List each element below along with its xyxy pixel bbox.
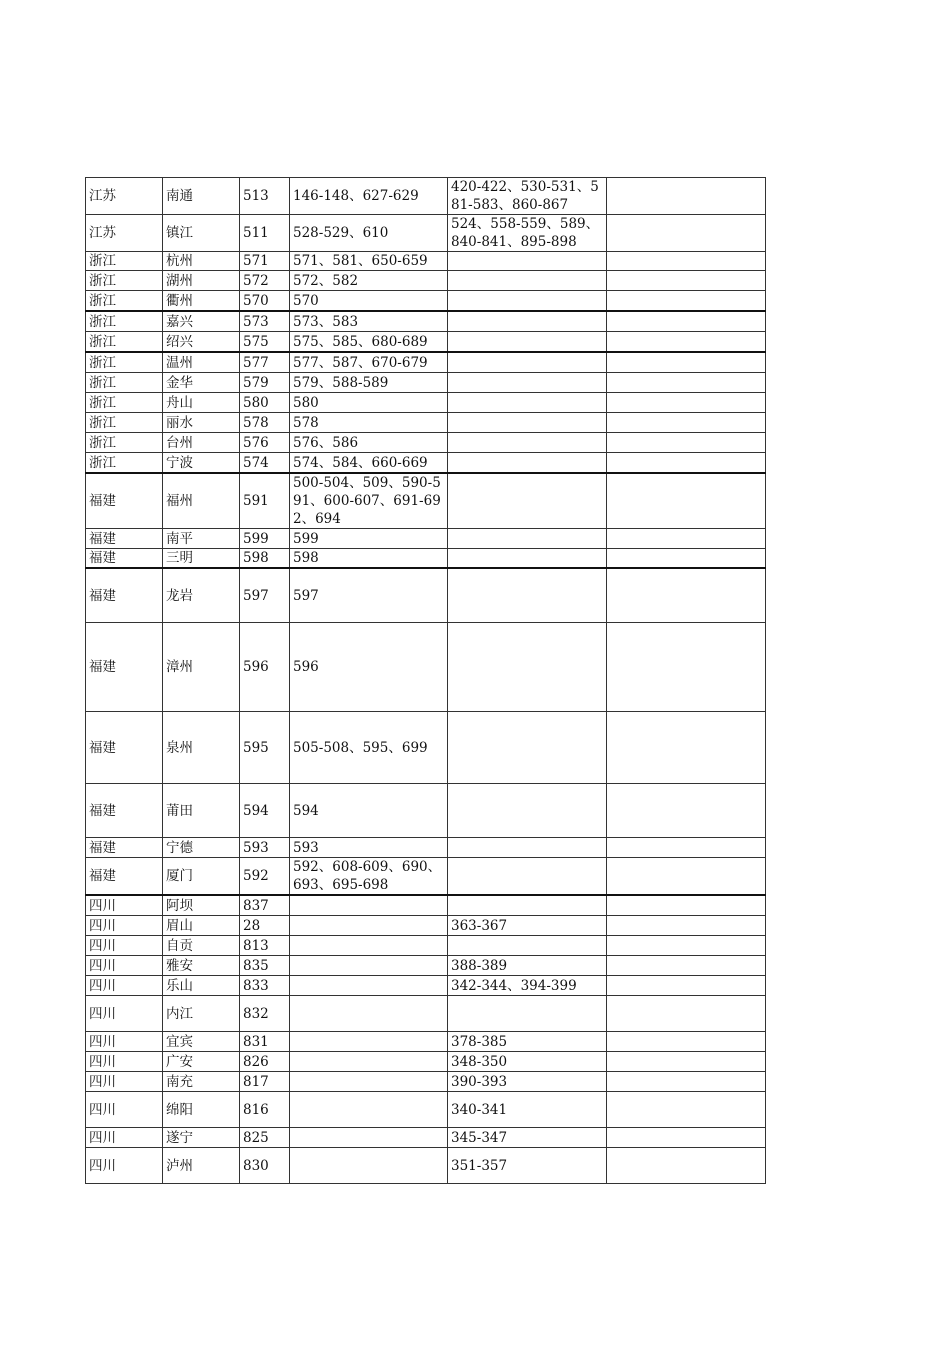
blank-cell — [607, 433, 766, 453]
prefix-range-cell — [290, 956, 448, 976]
blank-cell — [607, 623, 766, 712]
area-code-cell: 591 — [240, 473, 290, 529]
extra-range-cell: 524、558-559、589、840-841、895-898 — [448, 215, 607, 252]
area-code-cell: 513 — [240, 178, 290, 215]
province-cell: 浙江 — [86, 252, 163, 271]
area-code-cell: 511 — [240, 215, 290, 252]
prefix-range-cell: 597 — [290, 568, 448, 623]
prefix-range-cell: 580 — [290, 393, 448, 413]
table-row — [86, 1128, 766, 1148]
extra-range-cell — [448, 453, 607, 474]
province-cell: 四川 — [86, 1072, 163, 1092]
blank-cell — [607, 453, 766, 474]
city-cell: 宁德 — [163, 838, 240, 858]
table-row — [86, 838, 766, 858]
province-cell: 四川 — [86, 1148, 163, 1184]
city-cell: 三明 — [163, 549, 240, 569]
province-cell: 福建 — [86, 568, 163, 623]
area-code-cell: 592 — [240, 858, 290, 896]
blank-cell — [607, 178, 766, 215]
extra-range-cell — [448, 373, 607, 393]
extra-range-cell — [448, 433, 607, 453]
province-cell: 福建 — [86, 549, 163, 569]
city-cell: 厦门 — [163, 858, 240, 896]
city-cell: 镇江 — [163, 215, 240, 252]
prefix-range-cell: 574、584、660-669 — [290, 453, 448, 474]
city-cell: 泉州 — [163, 712, 240, 784]
table-row — [86, 858, 766, 896]
province-cell: 浙江 — [86, 373, 163, 393]
area-code-cell: 580 — [240, 393, 290, 413]
extra-range-cell — [448, 838, 607, 858]
table-row — [86, 393, 766, 413]
table-row — [86, 332, 766, 353]
province-cell: 福建 — [86, 623, 163, 712]
city-cell: 乐山 — [163, 976, 240, 996]
prefix-range-cell — [290, 895, 448, 916]
extra-range-cell: 388-389 — [448, 956, 607, 976]
area-code-cell: 813 — [240, 936, 290, 956]
blank-cell — [607, 858, 766, 896]
city-cell: 衢州 — [163, 291, 240, 312]
blank-cell — [607, 549, 766, 569]
table-row — [86, 311, 766, 332]
table-row — [86, 453, 766, 474]
prefix-range-cell — [290, 1148, 448, 1184]
blank-cell — [607, 568, 766, 623]
prefix-range-cell: 572、582 — [290, 271, 448, 291]
province-cell: 福建 — [86, 858, 163, 896]
province-cell: 四川 — [86, 976, 163, 996]
blank-cell — [607, 252, 766, 271]
blank-cell — [607, 529, 766, 549]
area-code-cell: 571 — [240, 252, 290, 271]
province-cell: 福建 — [86, 838, 163, 858]
area-code-cell: 816 — [240, 1092, 290, 1128]
table-row — [86, 433, 766, 453]
extra-range-cell — [448, 413, 607, 433]
extra-range-cell — [448, 549, 607, 569]
province-cell: 浙江 — [86, 433, 163, 453]
prefix-range-cell: 505-508、595、699 — [290, 712, 448, 784]
city-cell: 遂宁 — [163, 1128, 240, 1148]
prefix-range-cell: 573、583 — [290, 311, 448, 332]
prefix-range-cell: 593 — [290, 838, 448, 858]
extra-range-cell: 340-341 — [448, 1092, 607, 1128]
extra-range-cell — [448, 332, 607, 353]
prefix-range-cell: 500-504、509、590-591、600-607、691-692、694 — [290, 473, 448, 529]
extra-range-cell — [448, 291, 607, 312]
area-code-cell: 570 — [240, 291, 290, 312]
blank-cell — [607, 393, 766, 413]
blank-cell — [607, 838, 766, 858]
area-code-cell: 817 — [240, 1072, 290, 1092]
prefix-range-cell — [290, 1052, 448, 1072]
extra-range-cell — [448, 623, 607, 712]
area-code-cell: 578 — [240, 413, 290, 433]
extra-range-cell — [448, 996, 607, 1032]
area-code-cell: 573 — [240, 311, 290, 332]
area-code-cell: 594 — [240, 784, 290, 838]
extra-range-cell: 363-367 — [448, 916, 607, 936]
area-code-cell: 576 — [240, 433, 290, 453]
blank-cell — [607, 1032, 766, 1052]
area-code-cell: 595 — [240, 712, 290, 784]
extra-range-cell — [448, 473, 607, 529]
extra-range-cell — [448, 252, 607, 271]
extra-range-cell — [448, 784, 607, 838]
area-code-cell: 572 — [240, 271, 290, 291]
city-cell: 龙岩 — [163, 568, 240, 623]
area-code-cell: 831 — [240, 1032, 290, 1052]
table-body — [86, 178, 766, 1184]
province-cell: 福建 — [86, 473, 163, 529]
area-code-cell: 598 — [240, 549, 290, 569]
table-row — [86, 291, 766, 312]
blank-cell — [607, 916, 766, 936]
table-row — [86, 473, 766, 529]
table-row — [86, 996, 766, 1032]
extra-range-cell: 390-393 — [448, 1072, 607, 1092]
table-row — [86, 895, 766, 916]
area-code-cell: 596 — [240, 623, 290, 712]
province-cell: 四川 — [86, 1092, 163, 1128]
table-row — [86, 1148, 766, 1184]
city-cell: 广安 — [163, 1052, 240, 1072]
extra-range-cell — [448, 712, 607, 784]
extra-range-cell — [448, 568, 607, 623]
province-cell: 浙江 — [86, 332, 163, 353]
extra-range-cell — [448, 393, 607, 413]
blank-cell — [607, 215, 766, 252]
province-cell: 四川 — [86, 956, 163, 976]
prefix-range-cell: 596 — [290, 623, 448, 712]
table-row — [86, 352, 766, 373]
city-cell: 南充 — [163, 1072, 240, 1092]
table-row — [86, 712, 766, 784]
province-cell: 江苏 — [86, 178, 163, 215]
province-cell: 四川 — [86, 1128, 163, 1148]
city-cell: 宜宾 — [163, 1032, 240, 1052]
blank-cell — [607, 373, 766, 393]
city-cell: 金华 — [163, 373, 240, 393]
city-cell: 丽水 — [163, 413, 240, 433]
province-cell: 江苏 — [86, 215, 163, 252]
table-row — [86, 623, 766, 712]
extra-range-cell — [448, 271, 607, 291]
prefix-range-cell: 575、585、680-689 — [290, 332, 448, 353]
area-code-table — [85, 177, 766, 1184]
province-cell: 四川 — [86, 1032, 163, 1052]
table-row — [86, 1032, 766, 1052]
province-cell: 四川 — [86, 916, 163, 936]
city-cell: 宁波 — [163, 453, 240, 474]
extra-range-cell — [448, 858, 607, 896]
city-cell: 南通 — [163, 178, 240, 215]
blank-cell — [607, 473, 766, 529]
extra-range-cell: 351-357 — [448, 1148, 607, 1184]
table-row — [86, 568, 766, 623]
prefix-range-cell — [290, 1032, 448, 1052]
blank-cell — [607, 976, 766, 996]
province-cell: 浙江 — [86, 413, 163, 433]
prefix-range-cell: 528-529、610 — [290, 215, 448, 252]
prefix-range-cell: 578 — [290, 413, 448, 433]
blank-cell — [607, 271, 766, 291]
table-row — [86, 413, 766, 433]
extra-range-cell: 348-350 — [448, 1052, 607, 1072]
table-row — [86, 936, 766, 956]
city-cell: 泸州 — [163, 1148, 240, 1184]
province-cell: 四川 — [86, 1052, 163, 1072]
extra-range-cell: 378-385 — [448, 1032, 607, 1052]
province-cell: 浙江 — [86, 311, 163, 332]
prefix-range-cell: 570 — [290, 291, 448, 312]
table-row — [86, 549, 766, 569]
table-row — [86, 1052, 766, 1072]
table-row — [86, 976, 766, 996]
city-cell: 雅安 — [163, 956, 240, 976]
blank-cell — [607, 712, 766, 784]
province-cell: 四川 — [86, 936, 163, 956]
table-row — [86, 1092, 766, 1128]
city-cell: 内江 — [163, 996, 240, 1032]
prefix-range-cell: 592、608-609、690、693、695-698 — [290, 858, 448, 896]
city-cell: 福州 — [163, 473, 240, 529]
extra-range-cell — [448, 529, 607, 549]
table-row — [86, 956, 766, 976]
city-cell: 湖州 — [163, 271, 240, 291]
table-row — [86, 784, 766, 838]
prefix-range-cell — [290, 1092, 448, 1128]
table-row — [86, 529, 766, 549]
blank-cell — [607, 895, 766, 916]
blank-cell — [607, 291, 766, 312]
extra-range-cell: 420-422、530-531、581-583、860-867 — [448, 178, 607, 215]
city-cell: 绵阳 — [163, 1092, 240, 1128]
prefix-range-cell: 577、587、670-679 — [290, 352, 448, 373]
city-cell: 南平 — [163, 529, 240, 549]
province-cell: 浙江 — [86, 291, 163, 312]
table-row — [86, 271, 766, 291]
area-code-cell: 830 — [240, 1148, 290, 1184]
area-code-cell: 826 — [240, 1052, 290, 1072]
prefix-range-cell: 576、586 — [290, 433, 448, 453]
area-code-cell: 593 — [240, 838, 290, 858]
city-cell: 舟山 — [163, 393, 240, 413]
city-cell: 温州 — [163, 352, 240, 373]
extra-range-cell — [448, 936, 607, 956]
prefix-range-cell: 594 — [290, 784, 448, 838]
prefix-range-cell — [290, 996, 448, 1032]
city-cell: 莆田 — [163, 784, 240, 838]
blank-cell — [607, 1052, 766, 1072]
area-code-cell: 825 — [240, 1128, 290, 1148]
area-code-cell: 579 — [240, 373, 290, 393]
province-cell: 四川 — [86, 895, 163, 916]
table-row — [86, 178, 766, 215]
blank-cell — [607, 1148, 766, 1184]
province-cell: 浙江 — [86, 393, 163, 413]
area-code-cell: 597 — [240, 568, 290, 623]
area-code-cell: 837 — [240, 895, 290, 916]
city-cell: 眉山 — [163, 916, 240, 936]
blank-cell — [607, 996, 766, 1032]
blank-cell — [607, 311, 766, 332]
blank-cell — [607, 956, 766, 976]
province-cell: 浙江 — [86, 453, 163, 474]
province-cell: 福建 — [86, 784, 163, 838]
blank-cell — [607, 332, 766, 353]
table-row — [86, 1072, 766, 1092]
province-cell: 福建 — [86, 529, 163, 549]
province-cell: 四川 — [86, 996, 163, 1032]
prefix-range-cell: 146-148、627-629 — [290, 178, 448, 215]
area-code-cell: 833 — [240, 976, 290, 996]
extra-range-cell — [448, 895, 607, 916]
prefix-range-cell — [290, 976, 448, 996]
blank-cell — [607, 1128, 766, 1148]
blank-cell — [607, 1092, 766, 1128]
extra-range-cell: 345-347 — [448, 1128, 607, 1148]
city-cell: 绍兴 — [163, 332, 240, 353]
city-cell: 嘉兴 — [163, 311, 240, 332]
table-row — [86, 373, 766, 393]
city-cell: 漳州 — [163, 623, 240, 712]
extra-range-cell — [448, 352, 607, 373]
prefix-range-cell — [290, 1072, 448, 1092]
prefix-range-cell: 571、581、650-659 — [290, 252, 448, 271]
prefix-range-cell — [290, 936, 448, 956]
city-cell: 阿坝 — [163, 895, 240, 916]
prefix-range-cell: 599 — [290, 529, 448, 549]
prefix-range-cell — [290, 1128, 448, 1148]
table-row — [86, 252, 766, 271]
city-cell: 台州 — [163, 433, 240, 453]
area-code-cell: 574 — [240, 453, 290, 474]
prefix-range-cell — [290, 916, 448, 936]
blank-cell — [607, 1072, 766, 1092]
area-code-cell: 28 — [240, 916, 290, 936]
blank-cell — [607, 352, 766, 373]
extra-range-cell: 342-344、394-399 — [448, 976, 607, 996]
extra-range-cell — [448, 311, 607, 332]
prefix-range-cell: 579、588-589 — [290, 373, 448, 393]
city-cell: 杭州 — [163, 252, 240, 271]
area-code-cell: 577 — [240, 352, 290, 373]
table-row — [86, 916, 766, 936]
blank-cell — [607, 784, 766, 838]
province-cell: 福建 — [86, 712, 163, 784]
province-cell: 浙江 — [86, 271, 163, 291]
area-code-cell: 599 — [240, 529, 290, 549]
blank-cell — [607, 936, 766, 956]
province-cell: 浙江 — [86, 352, 163, 373]
city-cell: 自贡 — [163, 936, 240, 956]
table-row — [86, 215, 766, 252]
prefix-range-cell: 598 — [290, 549, 448, 569]
area-code-cell: 835 — [240, 956, 290, 976]
blank-cell — [607, 413, 766, 433]
area-code-cell: 575 — [240, 332, 290, 353]
area-code-cell: 832 — [240, 996, 290, 1032]
